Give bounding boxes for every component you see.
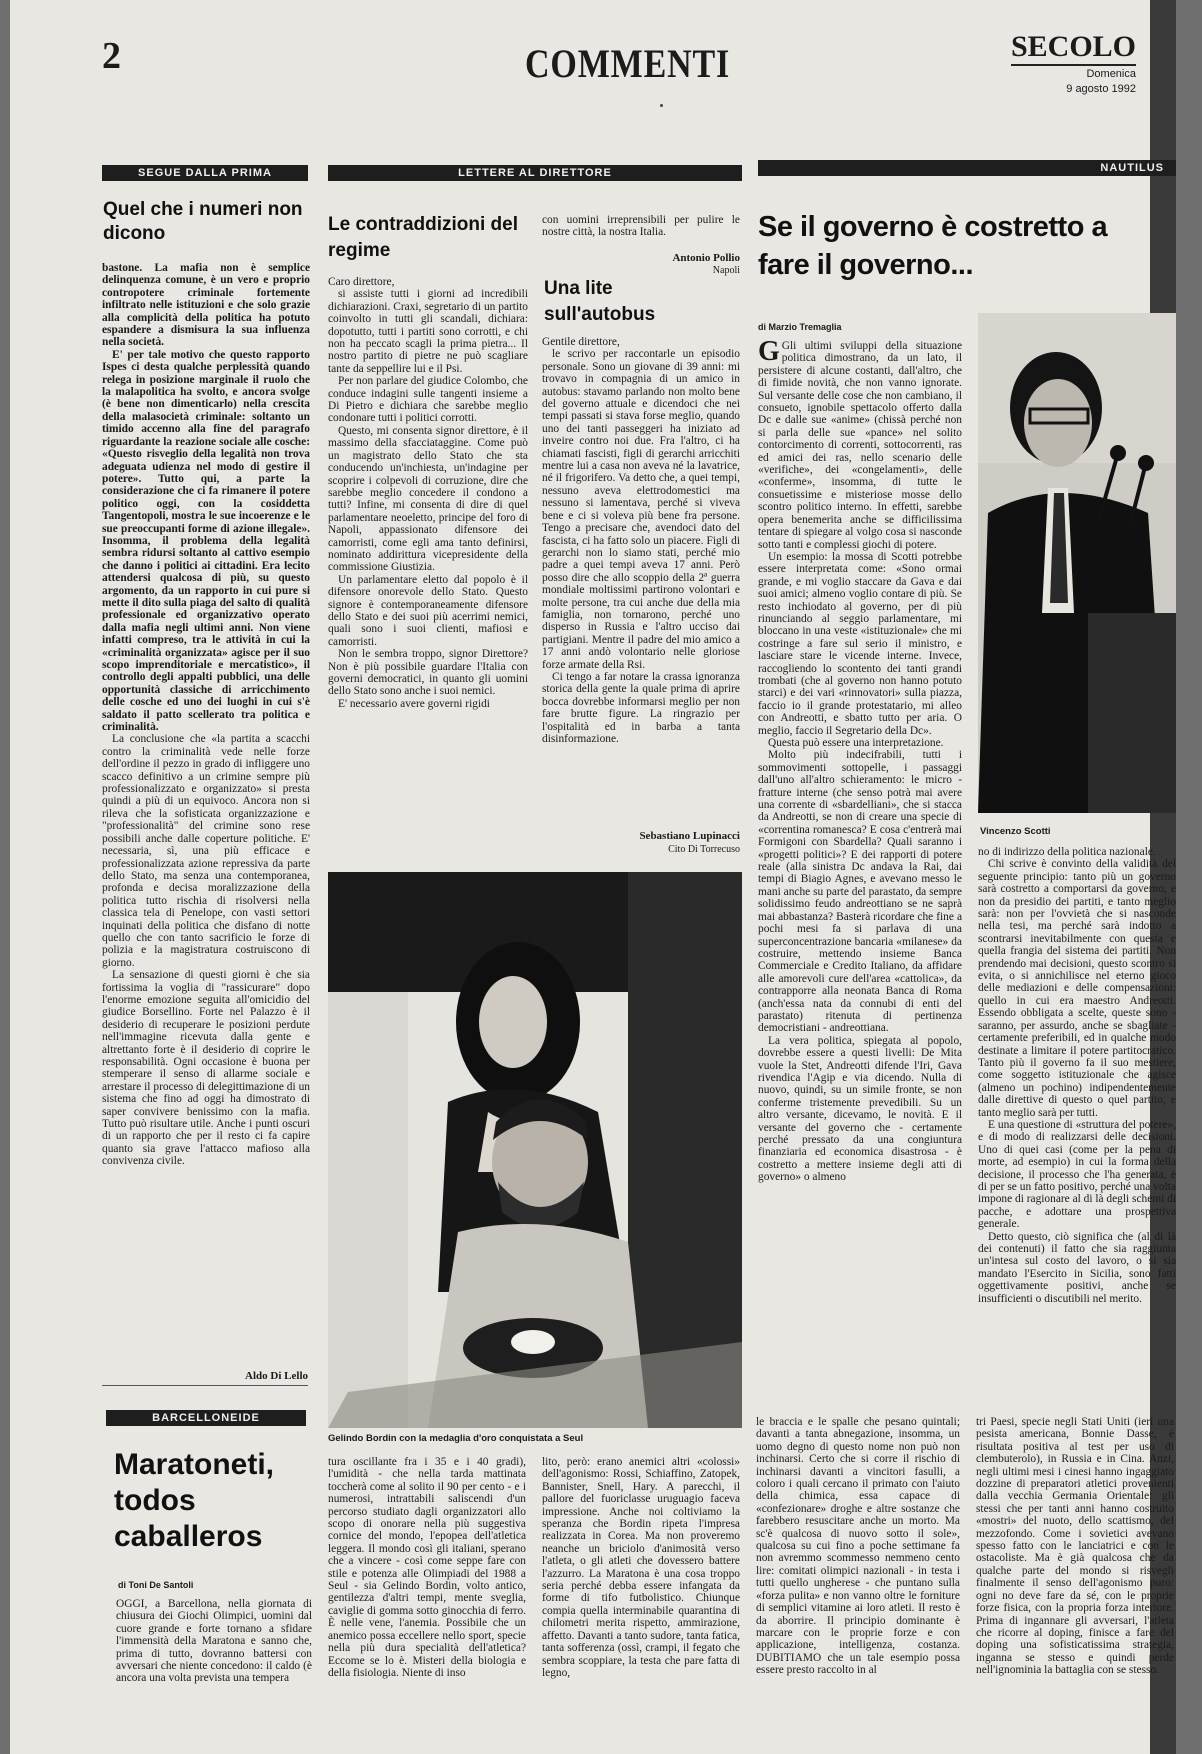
- photo-image: [328, 872, 742, 1428]
- photo-caption: Gelindo Bordin con la medaglia d'oro conquistata a Seul: [328, 1433, 584, 1444]
- section-title: COMMENTI: [525, 41, 731, 86]
- paragraph: Per non parlare del giudice Colombo, che conduce indagini sulle tangenti insieme a Di Pietro e dichiara che sarebbe meglio condonare tutti i politici corrotti.: [328, 375, 528, 425]
- left-article-body: [102, 262, 310, 1352]
- page-number: 2: [102, 35, 121, 77]
- nautilus-body-a: [758, 340, 962, 1395]
- nautilus-title: Se il governo è costretto a fare il governo...: [758, 211, 1108, 281]
- paragraph-text: Gli ultimi sviluppi della situazione politica dimostrano, da un lato, il persistere di alcune costanti, dall'altro, che di fimide novità, che non vanno ignorate. Sul versante delle cose che non cambiano, il consueto, ignobile spettacolo offerto dalla Dc e dalle sue «anime» (chissà perché non si parla delle sue «pance» nel solito contorcimento di correnti, sottocorrenti, ras ed amici dei ras, nello scenario delle «verifiche», dei «congelamenti», delle «conferme», insomma, di tutte le consuetissime e misteriose mosse dello scontro politico interno. In effetti, sarebbe opera benemerita anche se difficilissima tentare di spiegare al volgo cosa si nasconde sotto tanti e complessi giochi di potere.: [758, 340, 962, 551]
- dropcap: G: [758, 340, 780, 367]
- divider: [102, 1385, 308, 1386]
- paragraph: le scrivo per raccontarle un episodio personale. Sono un giovane di 39 anni: mi trovavo in compagnia di un amico in autobus: stavamo parlando non molto bene del governo attuale e dicendoci che nei tempi passati si stava forse meglio, quando uno dei tanti passeggeri ha iniziato ad inveire contro noi due. Fra l'altro, ci ha chiamati fascisti, figli di gerarchi arricchiti mentre lui a casa non aveva né la lavatrice, né il frigorifero. Va detto che, a quei tempi, nessuno aveva elettrodomestici ma nessuno si lamentava, perché si viveva bene e ci si voleva più bene fra persone. Tengo a precisare che, avendoci dato del fascista, ci ha fatto solo un piacere. Figli di gerarchi non lo siamo stati, perché mio padre a quei tempi aveva 17 anni. Però posso dire che allo scoppio della 2ª guerra mondiale moltissimi partirono volontari e molte persone, tra cui anche due della mia famiglia, non tornarono, perché uno disperso in Russia e l'altro ucciso dai partigiani. Mentre il padre del mio amico a 17 anni andò volontario nelle gloriose forze armate della Rsi.: [542, 348, 740, 671]
- paragraph: Molto più indecifrabili, tutti i sommovimenti sottopelle, i passaggi dall'uno all'altro schieramento: le micro - fratture interne (che senso potrà mai avere una corrente di «sbardelliani», che si stacca da Andreotti, se non di creare una specie di «correntina romanesca? E cosa c'entrerà mai Formigoni con Sbardella? Quali saranno i «progetti politici»? E dei rapporti di potere reale (alla sinistra Dc andava la Rai, dai tempi di Biagio Agnes, e avevano messo le mani anche su parte del parastato, da sempre solidissimo feudo andreottiano se ne saprà mai abbastanza? Basterà ricordare che fine a pochi mesi fa si parlava di una superconcentrazione bancaria «milanese» da costruire, mettendo insieme Banca Commerciale e Credito Italiano, da affidare alle amorevoli cure dell'area «cattolica», da contrapporre alla neonata Banca di Roma (anch'essa nata da connubi di enti del parastato) ritenuta di pertinenza democristiani - andreottiana.: [758, 749, 962, 1035]
- paragraph: Gentile direttore,: [542, 336, 620, 348]
- paragraph: E una questione di «struttura del potere», e di modo di realizzarsi delle decisioni. Uno di quei casi (come per la pena di morte, ad esempio) in cui la forma della decisione, il processo che l'ha generata, è di per se un fatto positivo, perché una volta impone di ragionare al di là degli schemi di pacche, e adottare una prospettiva generale.: [978, 1118, 1176, 1231]
- newspaper-logo: SECOLO: [1011, 30, 1136, 66]
- letter1-title: Le contraddizioni del regime: [328, 214, 519, 261]
- letter2-title: Una lite sull'autobus: [544, 278, 656, 325]
- paragraph: si assiste tutti i giorni ad incredibili dichiarazioni. Craxi, segretario di un partito coinvolto in tutti gli scandali, dichiara: dopotutto, tutti i partiti sono corrotti, e chi non ha peccato scagli la prima pietra... Il nostro partito di pietre ne può scagliare tante da seppellire lui e il Psi.: [328, 288, 528, 375]
- barcelloneide-byline: di Toni De Santoli: [118, 1580, 194, 1590]
- letter1-body: [328, 276, 528, 856]
- paragraph: Caro direttore,: [328, 276, 395, 288]
- paragraph: La vera politica, spiegata al popolo, dovrebbe essere a questi livelli: De Mita vuole la Stet, Andreotti difende l'Iri, Gava rivendica l'Agip e via dicendo. Nulla di nuovo, quindi, su un simile fronte, se non conferme tristemente prevedibili. Su un altro versante, dicevamo, le novità. E il versante del governo che - certamente perché pressato da una congiuntura finanziaria ed economica disastrosa - è costretto a mettere insieme degli atti di governo» o almeno: [758, 1034, 962, 1184]
- nautilus-body-b: [978, 846, 1176, 1396]
- paragraph: Chi scrive è convinto della validità del seguente principio: tanto più un governo sarà costretto a comportarsi da governo, e non da presidio dei partiti, e tanto meglio sarà: non per l'ovvietà che si nasconde nella tesi, ma perché sarà indotto a scontrarsi inevitabilmente con questa e quella frangia del sistema dei partiti. Non prendendo mai decisioni, questo scontro si evita, o si annichilisce nel eterno gioco delle mediazioni e delle compensazioni: quello in cui era maestro Andreotti. Essendo obbligata a scelte, queste sono - saranno, per assurdo, anche se sbagliate - certamente preferibili, ed in qualche modo destinate a limitare il potere partitocratico. Tanto più il governo fa il suo mestiere, come soggetto istituzionale che agisce (almeno un pochino) indipendentemente dalle direttive di questo o quel partito, e tanto meglio sarà per tutti.: [978, 858, 1176, 1119]
- paragraph: [758, 340, 962, 551]
- barcelloneide-col5: [976, 1416, 1174, 1748]
- letters-kicker: LETTERE AL DIRETTORE: [328, 165, 742, 181]
- letter2-author: Sebastiano Lupinacci: [639, 830, 740, 842]
- paragraph: Questa può essere una interpretazione.: [768, 737, 944, 749]
- barcelloneide-kicker: BARCELLONEIDE: [106, 1410, 306, 1426]
- paragraph: tri Paesi, specie negli Stati Uniti (ieri una pesista americana, Bonnie Dasse, è risultata positiva al test per uso di clembuterolo), in Russia e in Cina. Anzi, negli ultimi mesi i cinesi hanno ingaggiato dozzine di preparatori atletici provenienti dalla vecchia Germania Orientale: gli stessi che per tanti anni hanno costruito «mostri» del nuoto, dello scattismo, del mezzofondo. Come i sovietici avevano spesso fatto con le lanciatrici e con le ostacoliste. Ma è già qualcosa che da qualche parte del mondo si risvegli finalmente il senso dell'agonismo puro: ogni no deve fare da sé, con le proprie forze fisica, con la propria forza interiore. Prima di ingannare gli avversari, l'atleta che ricorre al doping, finisce a fare del doping una sofisticatissima strategia, inganna se stesso e quindi perde nell'ignominia la battaglia con se stesso.: [976, 1416, 1174, 1677]
- paragraph: La sensazione di questi giorni è che sia fortissima la voglia di "rassicurare" dopo l'enorme emozione seguita all'omicidio del giudice Borsellino. Forte nel Palazzo è il desiderio di recuperare le posizioni perdute nell'immagine ricevuta dalla gente e altrettanto forte è il desiderio di coprire le responsabilità. Ogni occasione è buona per stemperare il senso di allarme sociale e arrestare il processo di delegittimazione di un sistema che fino ad oggi ha dimostrato di saper convivere benissimo con la mafia. Tutto può risultare utile. Anche i punti oscuri di un rapporto che per il resto ci fa capire quanto sia grave l'attacco mafioso alla convivenza civile.: [102, 969, 310, 1168]
- paragraph: con uomini irreprensibili per pulire le nostre città, la nostra Italia.: [542, 214, 740, 239]
- left-title: Quel che i numeri non dicono: [103, 199, 303, 244]
- paragraph: Un parlamentare eletto dal popolo è il difensore onorevole dello Stato. Questo signore è contemporaneamente difensore dello Stato e dei suoi più acerrimi nemici, quali sono i suoi clienti, mafiosi e camorristi.: [328, 573, 528, 648]
- letter1-city: Napoli: [712, 265, 740, 276]
- paragraph: le braccia e le spalle che pesano quintali; davanti a tanta abnegazione, insomma, un uomo degno di questo nome non può non inchinarsi. Certo che si corre il rischio di inchinarsi davanti a vincitori fasulli, a coloro i quali cercano il primato con l'aiuto della chimica, essa capace di «confezionare» droghe e altre sostanze che farebbero resuscitare anche un morto. Ma sc'è qualcosa di nuovo sotto il sole», qualcosa su cui fino a poche settimane fa non avremmo scommesso nemmeno cento lire: comitati olimpici nazionali - in testa i tutti quello ungherese - che puntano sulla «forza pulita» e non vanno oltre le forniture di semplici vitamine ai loro atleti. Il resto è da aborrire. Il principio dominante è marcare con le proprie forze e con applicazione, intelligenza, costanza. DUBITIAMO che un tale esempio possa essere presto raccolto in al: [756, 1416, 960, 1677]
- nautilus-kicker: NAUTILUS: [758, 160, 1176, 176]
- photo-image: [978, 313, 1176, 813]
- issue-day: Domenica: [1086, 68, 1136, 80]
- paragraph: Ci tengo a far notare la crassa ignoranza storica della gente la quale prima di aprire bocca dovrebbe informarsi meglio per non fare brutte figure. La ringrazio per l'ospitalità ed in barba a tanta disinformazione.: [542, 670, 740, 745]
- scotti-photo: [978, 313, 1176, 813]
- scotti-caption: Vincenzo Scotti: [980, 826, 1051, 837]
- paragraph: lito, però: erano anemici altri «colossi» dell'agonismo: Rossi, Schiaffino, Zatopek, Bannister, Snell, Hary. A parecchi, il pallore del fuoriclasse uruguagio faceva impressione. Anche noi coltiviamo la speranza che Bordin ripeta l'impresa realizzata in Corea. Ma non proveremo neanche un briciolo d'animosità verso l'atleta, o gli atleti che dovessero battere l'azzurro. La Maratona è una cosa troppo seria perché debba essere infangata da forme di tifo futbolistico. Chiunque compia quella interminabile quarantina di chilometri merita rispetto, ammirazione, affetto. Davanti a tanto sudore, tanta fatica, tanta sofferenza (ossì, crampi, il fegato che sembra scoppiare, la testa che pare fatta di legno,: [542, 1456, 740, 1679]
- paragraph: La conclusione che «la partita a scacchi contro la criminalità vede nelle forze dell'ordine il pezzo in grado di infliggere uno scacco definitivo a un crimine sempre più professionalizzato e organizzato» si presta quindi a più di un equivoco. Ancora non si rileva che la sofisticata organizzazione e "professionalità" del crimine sono rese possibili anche dalle coperture politiche. E' necessaria, sì, una più efficace e professionalizzata azione repressiva da parte dello Stato, ma senza una contemporanea, profonda e decisa moralizzazione della politica tutto rischia di risolversi nella classica tela di Penelope, con vasti settori inquinati della politica che disfano di notte quello che con tanto sacrificio le forze di polizia e la magistratura costruiscono di giorno.: [102, 733, 310, 969]
- paragraph: OGGI, a Barcellona, nella giornata di chiusura dei Giochi Olimpici, uomini dal cuore grande e forte tornano a sfidare l'immensità della Maratona e sanno che, prima di tutto, dovranno battersi con avversari che niente concedono: il caldo (è ancora una volta prevista una tempera: [116, 1598, 312, 1685]
- left-author: Aldo Di Lello: [245, 1370, 308, 1382]
- paragraph: bastone. La mafia non è semplice delinquenza comune, è un vero e proprio contropotere criminale fortemente infiltrato nelle istituzioni e che solo grazie alla complicità della politica ha potuto espandere a dismisura la sua influenza nella società.: [102, 262, 310, 349]
- newspaper-page: [10, 0, 1176, 1754]
- barcelloneide-col2: [328, 1456, 526, 1748]
- paragraph: E' necessario avere governi rigidi: [338, 697, 490, 710]
- letter2-city: Cito Di Torrecuso: [668, 844, 740, 855]
- letter1-author: Antonio Pollio: [672, 252, 740, 264]
- paragraph: Questo, mi consenta signor direttore, è il massimo della sfacciataggine. Come può un magistrato dello Stato che sta conducendo un'inchiesta, un'indagine per scoprire i colpevoli di corruzione, dire che sarebbe meglio concedere il condono a tutti? Infine, mi consenta di dire di quel parlamentare neoeletto, principe del foro di Napoli, appassionato difensore dei camorristi, come egli ama tanto definirsi, nominato addirittura vicepresidente della commissione Giustizia.: [328, 424, 528, 574]
- barcelloneide-col3: [542, 1456, 740, 1748]
- paragraph: tura oscillante fra i 35 e i 40 gradi), l'umidità - che nella tarda mattinata toccherà come al solito il 90 per cento - e i numerosi, intrattabili saliscendi d'un percorso studiato dagli organizzatori allo scopo di onorare nella più suggestiva cornice del mondo, l'epopea dell'atletica leggera. Il mondo così gli italiani, sperano che a vincere - così come seppe fare con stile e potenza alle Olimpiadi del 1988 a Seul - sia Gelindo Bordin, volto antico, gentilezza d'altri tempi, mente sveglia, caviglie di gomma sotto ginocchia di ferro. È nelle vene, l'anemia. Possibile che un anemico possa eccellere nello sport, specie nella più dura specialità dell'atletica? Eccome se lo è. Misteri della biologia e della fisiologia. Niente di inso: [328, 1456, 526, 1679]
- letter1-end: [542, 214, 740, 254]
- barcelloneide-col4: [756, 1416, 960, 1748]
- letter2-body: [542, 336, 740, 820]
- print-dot: [660, 104, 663, 107]
- paragraph: E' per tale motivo che questo rapporto Ispes ci desta qualche perplessità quando relega in posizione marginale il ruolo che la malapolitica ha svolto, e ancora svolge (è bene non dimenticarlo) nella crescita della malasocietà criminale: soltanto un timido accenno alla fine del paragrafo riguardante la reazione sociale alle cosche: «Questo risveglio della legalità non trova adeguata udienza nel modo di gestire il potere». Tutto qui, a parte la considerazione che ci fa rimanere il potere politico oggi, con la cosiddetta Tangentopoli, mostra le sue incoerenze e le sue preoccupanti forme di azione illegale». Insomma, il problema della legalità sembra ridursi soltanto al cattivo esempio che danno i politici ai cittadini. Era lecito attendersi qualcosa di più, su questo argomento, da un rapporto in cui pure si mette il dito sulla piaga del salto di qualità professionale ed organizzativo operato dalla mafia negli ultimi anni. Non viene infatti compreso, tra le attività in cui la «criminalità organizzata» agisce per il suo scopo imprenditoriale e mercatistico», il controllo degli appalti pubblici, una delle opportunità classiche di arricchimento delle cosche ed uno dei luoghi in cui s'è saldato il patto scellerato tra politica e criminalità.: [102, 348, 310, 734]
- paragraph: Non le sembra troppo, signor Direttore? Non è più possibile guardare l'Italia con governi democratici, in quanto gli uomini dello Stato sono anche i suoi nemici.: [328, 648, 528, 698]
- paragraph: no di indirizzo della politica nazionale.: [978, 846, 1156, 858]
- paragraph: Un esempio: la mossa di Scotti potrebbe essere interpretata come: «Sono ormai grande, e mi voglio staccare da Gava e dai suoi amici; almeno voglio contare di più. Se resto inchiodato al governo, per di più rinunciando al seggio parlamentare, mi bloccano in una veste «istituzionale» che mi costringe a fare sul serio il ministro, e lasciare stare le vicende interne. Invece, raccogliendo lo scontento dei tanti grandi trombati (che al governo non hanno potuto starci) e dei vari «rinnovatori» sulla piazza, faccio io il grande protestatario, mi alleo con Andreotti, e sbatto tutto per aria. O meglio, faccio il Segretario della Dc».: [758, 550, 962, 737]
- barcelloneide-col1: [116, 1598, 312, 1748]
- masthead: [1011, 30, 1136, 96]
- issue-date: 9 agosto 1992: [1066, 83, 1136, 95]
- left-kicker: SEGUE DALLA PRIMA: [102, 165, 308, 181]
- paragraph: Detto questo, ciò significa che (al di là dei contenuti) il fatto che sia raggiunta un'intesa sul costo del lavoro, o si sia mandato l'Esercito in Sicilia, sono fatti oggettivamente positivi, anche se insufficienti o discutibili nel merito.: [978, 1230, 1176, 1305]
- nautilus-byline: di Marzio Tremaglia: [758, 322, 842, 332]
- bordin-photo: [328, 872, 742, 1428]
- barcelloneide-title: Maratoneti, todos caballeros: [114, 1448, 275, 1553]
